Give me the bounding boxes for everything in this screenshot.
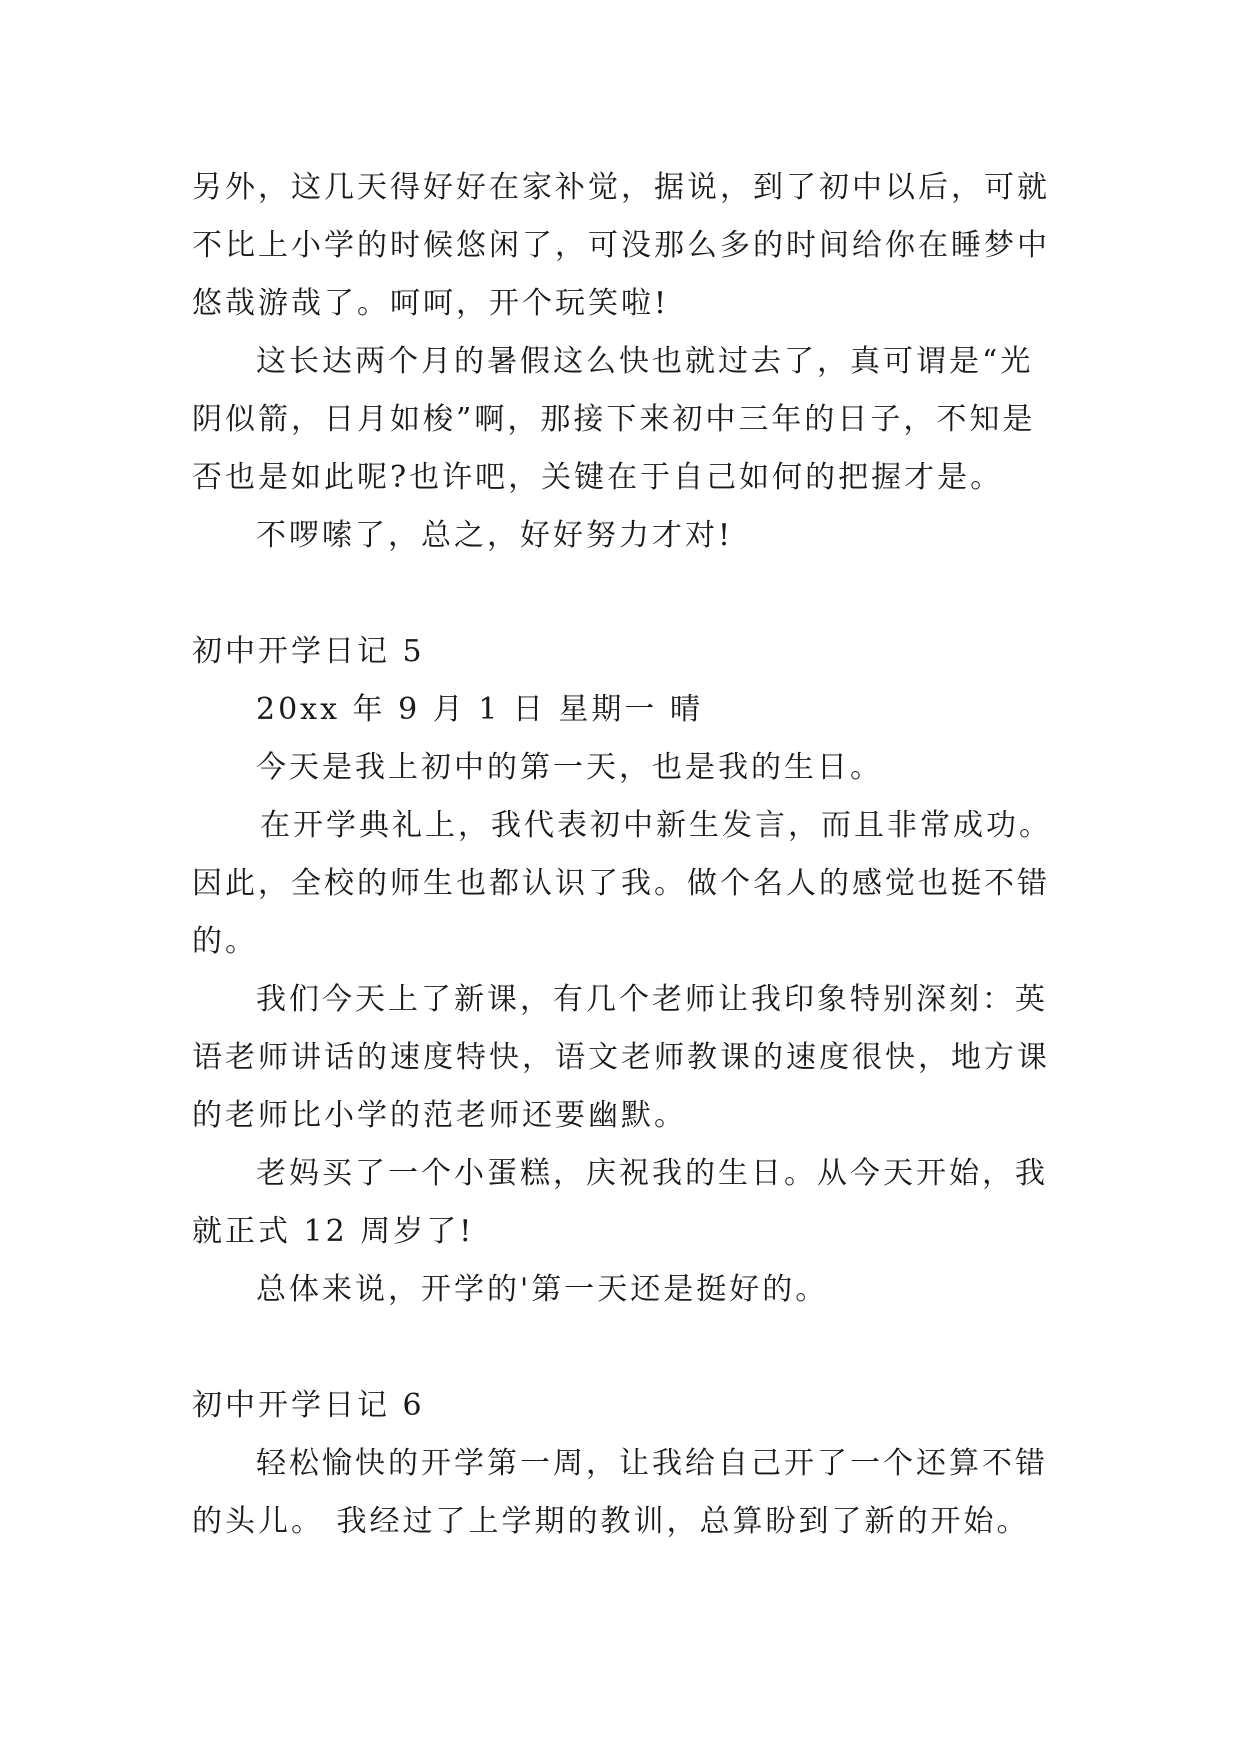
paragraph-line: 今天是我上初中的第一天，也是我的生日。 bbox=[256, 750, 883, 785]
paragraph-line: 就正式 12 周岁了! bbox=[192, 1214, 475, 1249]
paragraph-line: 悠哉游哉了。呵呵，开个玩笑啦! bbox=[192, 286, 670, 321]
paragraph-line: 否也是如此呢?也许吧，关键在于自己如何的把握才是。 bbox=[192, 460, 1004, 495]
section-title: 初中开学日记 5 bbox=[192, 634, 425, 669]
paragraph-line: 因此，全校的师生也都认识了我。做个名人的感觉也挺不错 bbox=[192, 866, 1050, 901]
date-line: 20xx 年 9 月 1 日 星期一 晴 bbox=[256, 692, 703, 727]
paragraph-line: 不啰嗦了，总之，好好努力才对! bbox=[256, 518, 734, 553]
paragraph-line: 语老师讲话的速度特快，语文老师教课的速度很快，地方课 bbox=[192, 1040, 1050, 1075]
section-title: 初中开学日记 6 bbox=[192, 1388, 425, 1423]
paragraph-line: 的老师比小学的范老师还要幽默。 bbox=[192, 1098, 687, 1133]
paragraph-line: 老妈买了一个小蛋糕，庆祝我的生日。从今天开始，我 bbox=[256, 1156, 1048, 1191]
paragraph-line: 不比上小学的时候悠闲了，可没那么多的时间给你在睡梦中 bbox=[192, 228, 1050, 263]
paragraph-line: 另外，这几天得好好在家补觉，据说，到了初中以后，可就 bbox=[192, 170, 1050, 205]
paragraph-line: 这长达两个月的暑假这么快也就过去了，真可谓是“光 bbox=[256, 344, 1034, 379]
paragraph-line: 的。 bbox=[192, 924, 258, 959]
paragraph-line: 阴似箭，日月如梭”啊，那接下来初中三年的日子，不知是 bbox=[192, 402, 1036, 437]
paragraph-line: 我们今天上了新课，有几个老师让我印象特别深刻：英 bbox=[256, 982, 1048, 1017]
paragraph-line: 的头儿。 我经过了上学期的教训，总算盼到了新的开始。 bbox=[192, 1504, 1030, 1539]
paragraph-line: 总体来说，开学的'第一天还是挺好的。 bbox=[256, 1272, 829, 1307]
paragraph-line: 轻松愉快的开学第一周，让我给自己开了一个还算不错 bbox=[256, 1446, 1048, 1481]
paragraph-line: 在开学典礼上，我代表初中新生发言，而且非常成功。 bbox=[260, 808, 1052, 843]
